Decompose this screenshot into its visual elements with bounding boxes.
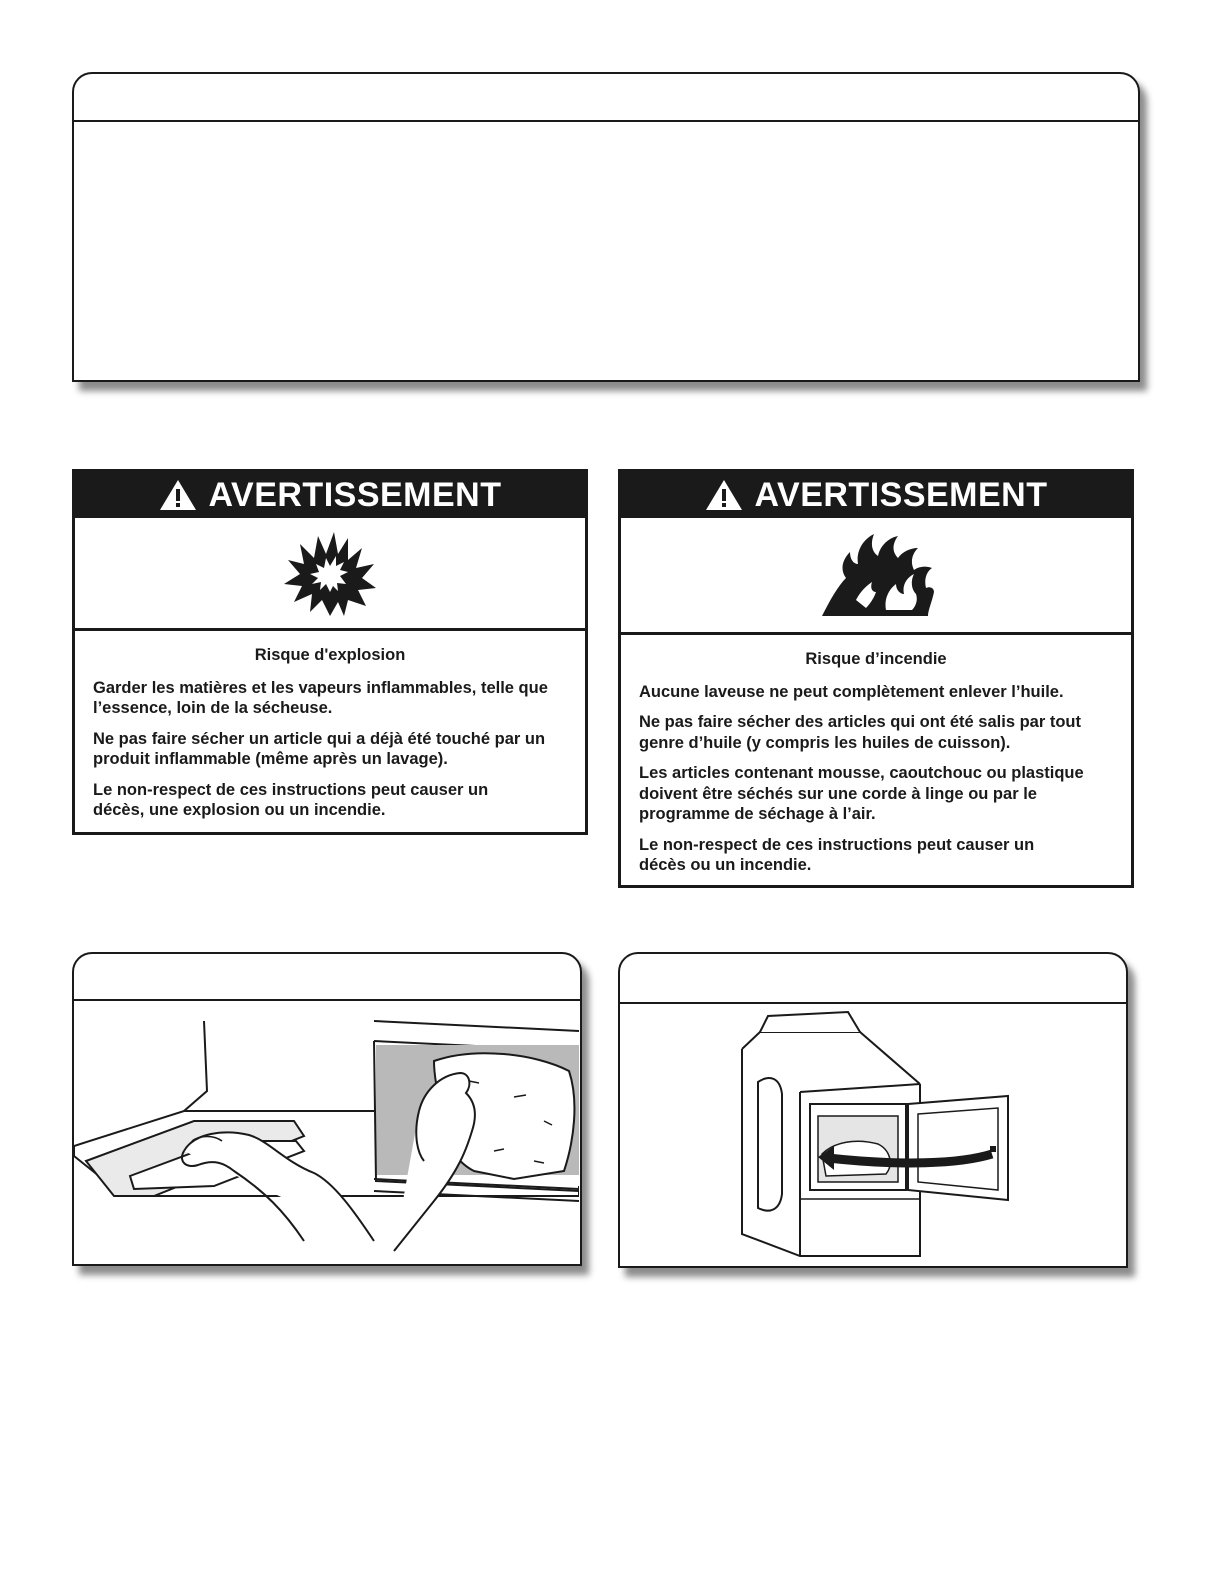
warning-pictogram [75,518,585,631]
warning-header [75,472,585,518]
top-info-panel-body [74,122,1138,380]
warning-paragraph: Le non-respect de ces instructions peut causer un décès ou un incendie. [639,835,1035,874]
warning-header-label: AVERTISSEMENT [754,475,1048,514]
lint-screen-panel-body [74,1001,580,1264]
top-info-panel-header [74,74,1138,122]
warning-paragraph: Les articles contenant mousse, caoutchouc ou plastique doivent être séchés sur une corde à linge ou par le programme de séchage à l’air. [639,764,1084,823]
warning-triangle-icon [158,478,198,512]
dryer-loading-panel [618,952,1128,1268]
warning-header-label: AVERTISSEMENT [208,475,502,514]
dryer-loading-illustration [620,1004,1125,1266]
warning-paragraph: Le non-respect de ces instructions peut causer un décès, une explosion ou un incendie. [93,780,489,819]
warning-text [621,635,1131,892]
lint-screen-panel [72,952,582,1266]
warning-box-explosion [72,469,588,835]
warning-paragraph: Garder les matières et les vapeurs inflammables, telle que l’essence, loin de la sécheuse. [93,678,548,717]
dryer-loading-panel-header [620,954,1126,1004]
explosion-icon [282,528,378,618]
risk-title: Risque d'explosion [254,646,406,664]
lint-screen-panel-header [74,954,580,1001]
warning-paragraph: Ne pas faire sécher des articles qui ont été salis par tout genre d’huile (y compris les huiles de cuisson). [639,713,1081,752]
top-info-panel [72,72,1140,382]
dryer-loading-panel-body [620,1004,1126,1266]
risk-title: Risque d’incendie [805,650,947,668]
warning-box-fire [618,469,1134,888]
lint-screen-cleaning-illustration [74,1001,579,1263]
warning-paragraph: Aucune laveuse ne peut complètement enlever l’huile. [639,682,1064,701]
warning-paragraph: Ne pas faire sécher un article qui a déjà été touché par un produit inflammable (même après un lavage). [93,729,546,768]
warning-triangle-icon [704,478,744,512]
fire-icon [816,530,936,620]
warning-text [75,631,585,837]
warning-pictogram [621,518,1131,635]
warning-header [621,472,1131,518]
